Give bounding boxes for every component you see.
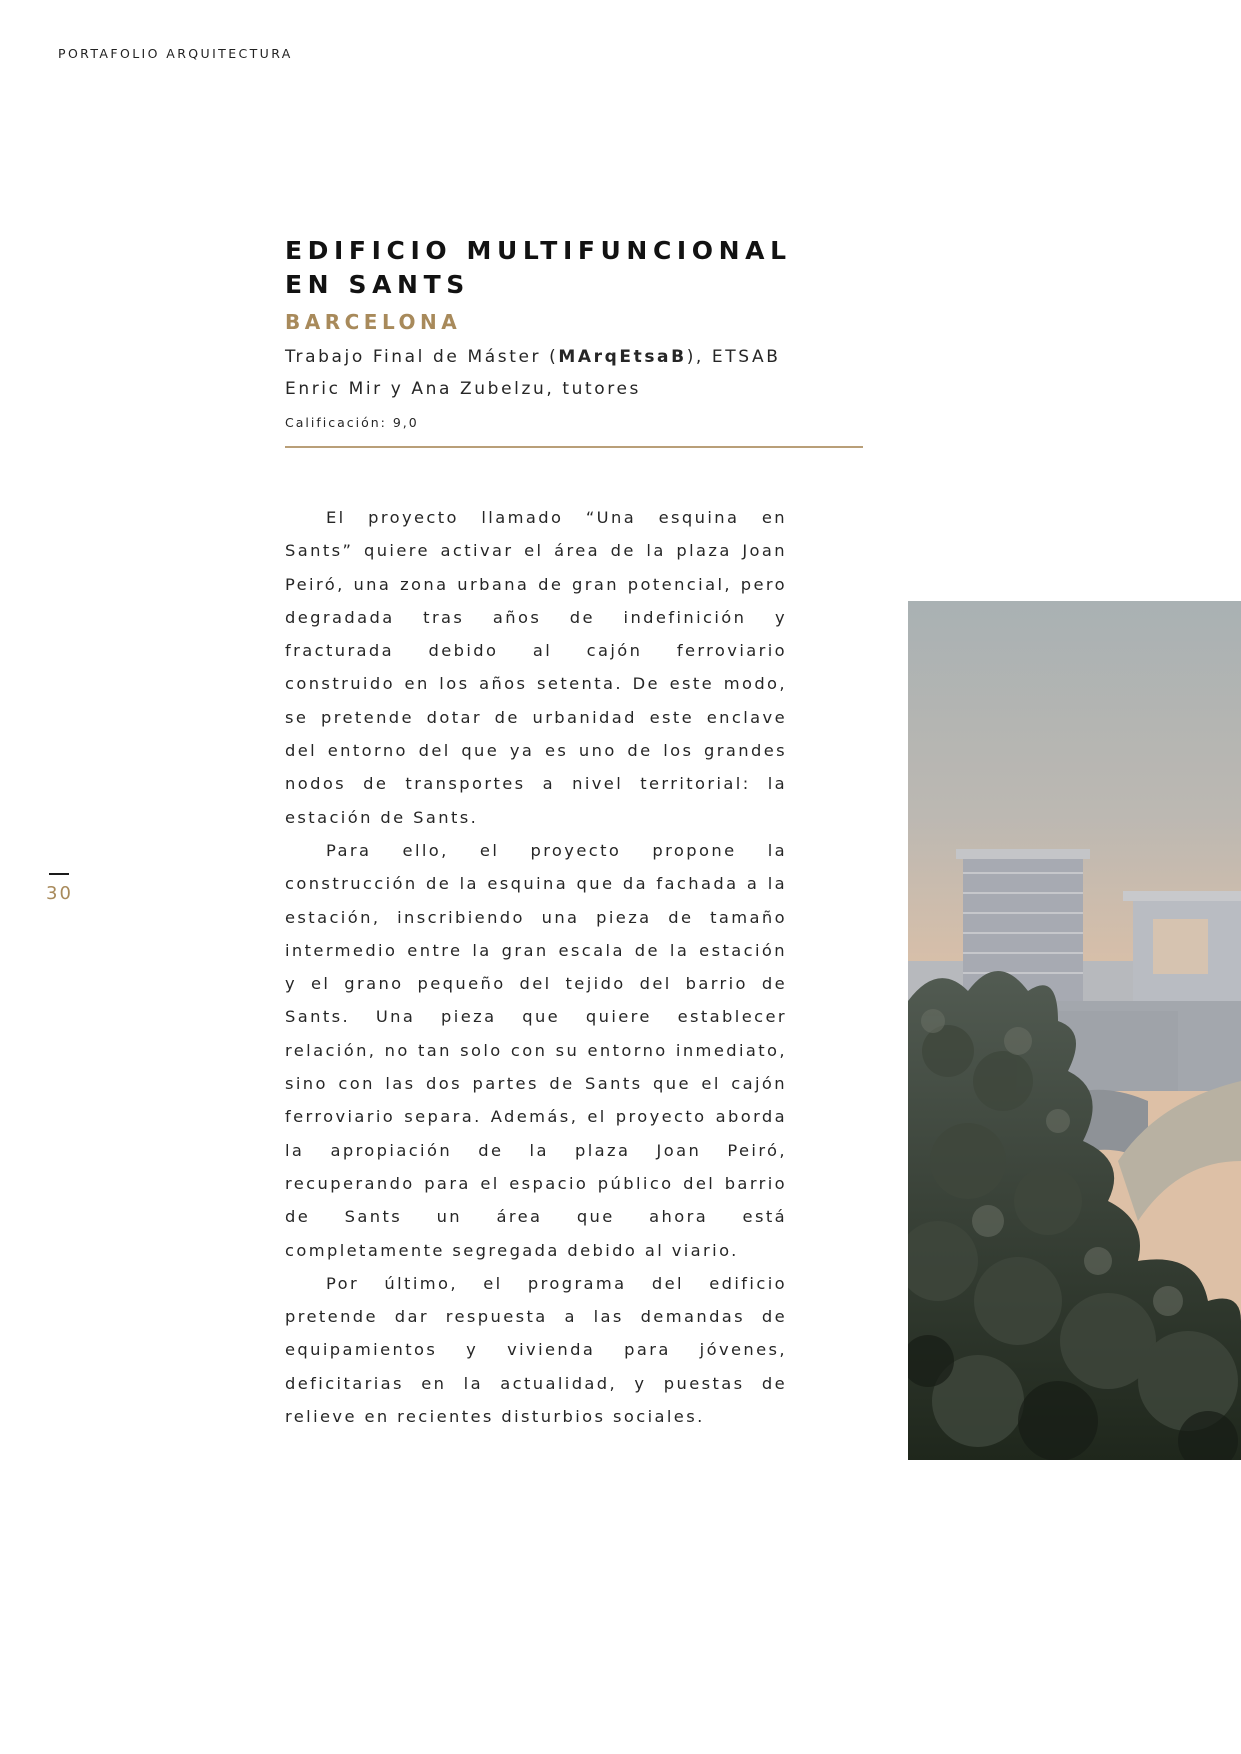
description-paragraph: Para ello, el proyecto propone la construcción de la esquina que da fachada a la estación, inscribiendo una pieza de tamaño intermedio entre la gran escala de la estación y el grano pequeño del tejido del barrio de Sants. Una pieza que quiere establecer relación, no tan solo con su entorno inmediato, sino con las dos partes de Sants que el cajón ferroviario separa. Además, el proyecto aborda la apropiación de la plaza Joan Peiró, recuperando para el espacio público del barrio de Sants un área que ahora está completamente segregada debido al viario. xyxy=(285,840,787,1260)
portfolio-header: PORTAFOLIO ARQUITECTURA xyxy=(58,46,293,61)
project-city: BARCELONA xyxy=(285,310,462,334)
project-description xyxy=(285,501,787,1433)
project-title xyxy=(285,234,865,302)
project-heading xyxy=(285,234,865,432)
thesis-info-prefix: Trabajo Final de Máster ( xyxy=(285,347,559,367)
page-number xyxy=(46,873,72,904)
render-illustration xyxy=(908,601,1241,1460)
project-render-image xyxy=(908,601,1241,1460)
thesis-info-suffix: ), ETSAB xyxy=(686,347,781,367)
divider-rule xyxy=(285,446,863,448)
page-number-value: 30 xyxy=(46,883,73,904)
project-title-line-1: EDIFICIO MULTIFUNCIONAL xyxy=(285,236,792,265)
thesis-info xyxy=(285,344,865,370)
tutors-info: Enric Mir y Ana Zubelzu, tutores xyxy=(285,379,641,399)
project-title-line-2: EN SANTS xyxy=(285,270,470,299)
description-paragraph: Por último, el programa del edificio pretende dar respuesta a las demandas de equipamientos y vivienda para jóvenes, deficitarias en la actualidad, y puestas de relieve en recientes disturbios sociales. xyxy=(285,1273,787,1427)
description-paragraph: El proyecto llamado “Una esquina en Sants” quiere activar el área de la plaza Joan Peiró, una zona urbana de gran potencial, pero degradada tras años de indefinición y fracturada debido al cajón ferroviario construido en los años setenta. De este modo, se pretende dotar de urbanidad este enclave del entorno del que ya es uno de los grandes nodos de transportes a nivel territorial: la estación de Sants. xyxy=(285,508,787,827)
thesis-program: MArqEtsaB xyxy=(558,347,687,367)
page-number-bar xyxy=(49,873,69,875)
grade-info: Calificación: 9,0 xyxy=(285,415,419,430)
